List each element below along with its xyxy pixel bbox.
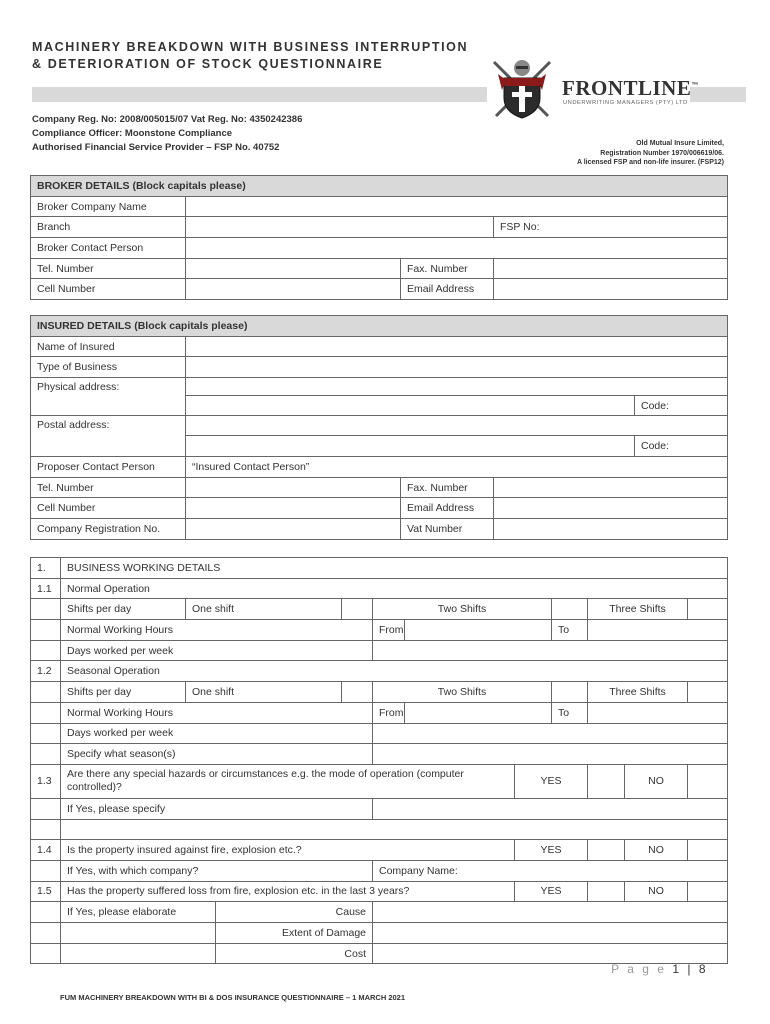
blank-cell — [61, 943, 216, 964]
normal-two-shifts-box[interactable] — [552, 599, 588, 620]
section-1-title: BUSINESS WORKING DETAILS — [61, 558, 728, 579]
blank-cell — [31, 819, 61, 840]
normal-to-input[interactable] — [588, 620, 728, 641]
postal-code-label: Code: — [641, 440, 670, 453]
normal-days-label: Days worked per week — [61, 640, 373, 661]
broker-fax-label: Fax. Number — [401, 258, 494, 279]
page-total: 8 — [698, 962, 708, 976]
broker-email-input[interactable] — [494, 279, 728, 300]
business-details-table — [30, 557, 728, 964]
blank-cell — [31, 640, 61, 661]
postal-address-label: Postal address: — [31, 416, 186, 457]
normal-three-shifts-label: Three Shifts — [588, 599, 688, 620]
title-line-2: & DETERIORATION OF STOCK QUESTIONNAIRE — [32, 57, 384, 71]
loss-yes-label: YES — [515, 881, 588, 902]
physical-address-input[interactable] — [186, 378, 728, 396]
cause-label: Cause — [216, 902, 373, 923]
hazards-yes-label: YES — [515, 764, 588, 798]
seasonal-one-shift-box[interactable] — [342, 682, 373, 703]
seasonal-two-shifts-label: Two Shifts — [373, 682, 552, 703]
hazards-question: Are there any special hazards or circumstances e.g. the mode of operation (computer controlled)? — [61, 764, 515, 798]
section-1-number: 1. — [31, 558, 61, 579]
blank-cell — [31, 923, 61, 944]
blank-cell — [31, 798, 61, 819]
knight-crest-icon — [486, 56, 558, 120]
hazards-yes-box[interactable] — [588, 764, 625, 798]
hazards-specify-line2[interactable] — [61, 819, 728, 840]
loss-yes-box[interactable] — [588, 881, 625, 902]
loss-question: Has the property suffered loss from fire, explosion etc. in the last 3 years? — [61, 881, 515, 902]
physical-code-field[interactable] — [635, 396, 728, 416]
document-title — [32, 39, 468, 73]
fire-insured-question: Is the property insured against fire, explosion etc.? — [61, 840, 515, 861]
insurer-line-1: Old Mutual Insure Limited, — [636, 140, 724, 147]
insured-tel-input[interactable] — [186, 477, 401, 498]
company-reg: Company Reg. No: 2008/005015/07 Vat Reg. No: 4350242386 — [32, 114, 303, 125]
blank-cell — [31, 860, 61, 881]
normal-one-shift-box[interactable] — [342, 599, 373, 620]
company-info — [32, 113, 302, 155]
fsp-no-label: FSP No: — [500, 221, 540, 234]
blank-cell — [31, 620, 61, 641]
company-name-field[interactable] — [373, 860, 728, 881]
cost-input[interactable] — [373, 943, 728, 964]
section-1-3-number: 1.3 — [31, 764, 61, 798]
insured-cell-input[interactable] — [186, 498, 401, 519]
broker-cell-label: Cell Number — [31, 279, 186, 300]
seasonal-one-shift-label: One shift — [186, 682, 342, 703]
postal-address-line2[interactable] — [186, 436, 635, 457]
title-line-1: MACHINERY BREAKDOWN WITH BUSINESS INTERRUPTION — [32, 40, 469, 54]
broker-contact-input[interactable] — [186, 238, 728, 259]
hazards-no-label: NO — [625, 764, 688, 798]
company-name-label: Company Name: — [379, 864, 458, 877]
seasonal-two-shifts-box[interactable] — [552, 682, 588, 703]
normal-shifts-label: Shifts per day — [61, 599, 186, 620]
logo-name: FRONTLINE™ — [562, 76, 699, 100]
branch-label: Branch — [31, 217, 186, 238]
fsp-no-field[interactable] — [494, 217, 728, 238]
section-1-5-number: 1.5 — [31, 881, 61, 902]
physical-address-line2[interactable] — [186, 396, 635, 416]
proposer-input[interactable]: “Insured Contact Person” — [186, 457, 728, 478]
normal-one-shift-label: One shift — [186, 599, 342, 620]
hazards-specify-label: If Yes, please specify — [61, 798, 373, 819]
seasonal-days-label: Days worked per week — [61, 723, 373, 744]
blank-cell — [31, 599, 61, 620]
normal-hours-label: Normal Working Hours — [61, 620, 373, 641]
logo-subtitle: UNDERWRITING MANAGERS (PTY) LTD — [563, 100, 688, 106]
insured-fax-label: Fax. Number — [401, 477, 494, 498]
broker-cell-input[interactable] — [186, 279, 401, 300]
header-bar — [32, 87, 487, 102]
insured-details-table — [30, 315, 728, 540]
broker-tel-label: Tel. Number — [31, 258, 186, 279]
page-separator: | — [687, 962, 693, 976]
frontline-logo — [486, 56, 751, 120]
insured-heading: INSURED DETAILS (Block capitals please) — [31, 316, 728, 337]
seasonal-from-input[interactable] — [405, 702, 552, 723]
broker-email-label: Email Address — [401, 279, 494, 300]
blank-cell — [31, 723, 61, 744]
seasonal-days-input[interactable] — [373, 723, 728, 744]
normal-two-shifts-label: Two Shifts — [373, 599, 552, 620]
seasonal-to-input[interactable] — [588, 702, 728, 723]
section-1-2-number: 1.2 — [31, 661, 61, 682]
blank-cell — [31, 902, 61, 923]
postal-code-field[interactable] — [635, 436, 728, 457]
fire-insured-yes-label: YES — [515, 840, 588, 861]
broker-company-input[interactable] — [186, 196, 728, 217]
vat-label: Vat Number — [401, 519, 494, 540]
seasonal-three-shifts-label: Three Shifts — [588, 682, 688, 703]
insurer-line-3: A licensed FSP and non-life insurer. (FSP12) — [576, 159, 724, 166]
footer-text: FUM MACHINERY BREAKDOWN WITH BI & DOS INSURANCE QUESTIONNAIRE – 1 MARCH 2021 — [60, 993, 406, 1002]
section-1-4-number: 1.4 — [31, 840, 61, 861]
seasonal-shifts-label: Shifts per day — [61, 682, 186, 703]
vat-input[interactable] — [494, 519, 728, 540]
blank-cell — [31, 702, 61, 723]
which-company-label: If Yes, with which company? — [61, 860, 373, 881]
cause-input[interactable] — [373, 902, 728, 923]
fsp-number: Authorised Financial Service Provider – FSP No. 40752 — [32, 142, 280, 153]
elaborate-label: If Yes, please elaborate — [61, 902, 216, 923]
broker-contact-label: Broker Contact Person — [31, 238, 186, 259]
page-label: P a g e — [611, 962, 667, 976]
season-label: Specify what season(s) — [61, 744, 373, 765]
insured-tel-label: Tel. Number — [31, 477, 186, 498]
season-input[interactable] — [373, 744, 728, 765]
broker-company-label: Broker Company Name — [31, 196, 186, 217]
normal-to-label: To — [552, 620, 588, 641]
normal-from-input[interactable] — [405, 620, 552, 641]
blank-cell — [31, 943, 61, 964]
hazards-specify-input[interactable] — [373, 798, 728, 819]
loss-no-box[interactable] — [688, 881, 728, 902]
blank-cell — [61, 923, 216, 944]
physical-address-label: Physical address: — [31, 378, 186, 416]
loss-no-label: NO — [625, 881, 688, 902]
normal-days-input[interactable] — [373, 640, 728, 661]
fire-insured-no-box[interactable] — [688, 840, 728, 861]
company-reg-label: Company Registration No. — [31, 519, 186, 540]
insured-email-label: Email Address — [401, 498, 494, 519]
normal-from-label: From — [373, 620, 405, 641]
proposer-label: Proposer Contact Person — [31, 457, 186, 478]
blank-cell — [31, 744, 61, 765]
broker-details-table — [30, 175, 728, 300]
blank-cell — [31, 682, 61, 703]
broker-heading: BROKER DETAILS (Block capitals please) — [31, 176, 728, 197]
broker-tel-input[interactable] — [186, 258, 401, 279]
cost-label: Cost — [216, 943, 373, 964]
company-reg-input[interactable] — [186, 519, 401, 540]
seasonal-hours-label: Normal Working Hours — [61, 702, 373, 723]
page-number — [611, 962, 708, 976]
normal-operation-title: Normal Operation — [61, 578, 728, 599]
insured-name-input[interactable] — [186, 336, 728, 357]
insured-name-label: Name of Insured — [31, 336, 186, 357]
fire-insured-yes-box[interactable] — [588, 840, 625, 861]
business-type-label: Type of Business — [31, 357, 186, 378]
insured-email-input[interactable] — [494, 498, 728, 519]
seasonal-to-label: To — [552, 702, 588, 723]
fire-insured-no-label: NO — [625, 840, 688, 861]
page-current: 1 — [672, 962, 682, 976]
business-type-input[interactable] — [186, 357, 728, 378]
insurer-info — [577, 139, 724, 168]
broker-fax-input[interactable] — [494, 258, 728, 279]
normal-three-shifts-box[interactable] — [688, 599, 728, 620]
seasonal-three-shifts-box[interactable] — [688, 682, 728, 703]
insurer-line-2: Registration Number 1970/006619/06. — [600, 149, 724, 157]
extent-label: Extent of Damage — [216, 923, 373, 944]
seasonal-from-label: From — [373, 702, 405, 723]
postal-address-input[interactable] — [186, 416, 728, 436]
compliance-officer: Compliance Officer: Moonstone Compliance — [32, 128, 233, 139]
extent-input[interactable] — [373, 923, 728, 944]
section-1-1-number: 1.1 — [31, 578, 61, 599]
seasonal-operation-title: Seasonal Operation — [61, 661, 728, 682]
insured-cell-label: Cell Number — [31, 498, 186, 519]
hazards-no-box[interactable] — [688, 764, 728, 798]
branch-input[interactable] — [186, 217, 494, 238]
insured-fax-input[interactable] — [494, 477, 728, 498]
physical-code-label: Code: — [641, 399, 670, 412]
